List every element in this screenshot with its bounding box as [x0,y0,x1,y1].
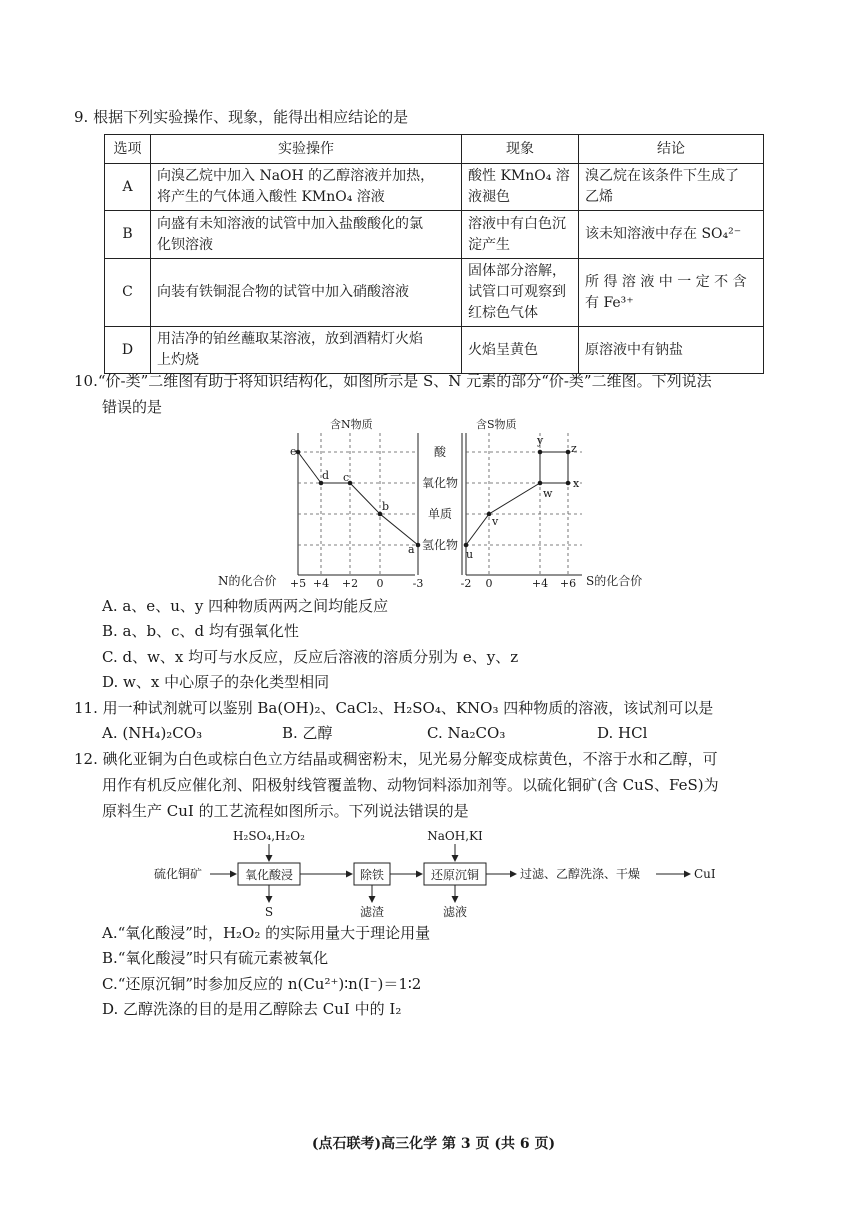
s-substances-title: 含S物质 [476,418,517,431]
q10-option-c: C. d、w、x 均可与水反应，反应后溶液的溶质分别为 e、y、z [102,648,519,666]
table-header-row [105,135,764,164]
box-y-z-w-x [540,452,568,483]
point-label-y: y [537,434,544,447]
s-tick: +6 [559,577,577,590]
row-option: B [105,211,151,259]
flow-reagent1: H₂SO₄,H₂O₂ [233,829,305,843]
row-conclusion: 该未知溶液中存在 SO₄²⁻ [579,211,764,259]
flow-out1: S [264,905,274,919]
flow-after: 过滤、乙醇洗涤、干燥 [520,867,641,881]
header-option: 选项 [105,135,151,164]
row-conclusion: 溴乙烷在该条件下生成了 乙烯 [579,164,764,211]
flow-step2: 除铁 [359,868,385,882]
table-row [105,259,764,327]
flow-reagent3: NaOH,KI [427,829,483,843]
row-conclusion: 所 得 溶 液 中 一 定 不 含 有 Fe³⁺ [579,259,764,327]
header-operation: 实验操作 [151,135,462,164]
category-oxide: 氧化物 [421,476,459,490]
flow-step3: 还原沉铜 [430,868,480,882]
s-tick: -2 [460,577,472,590]
q12-stem-line1: 12. 碘化亚铜为白色或棕白色立方结晶或稠密粉末，见光易分解变成棕黄色，不溶于水和乙醇，可 [74,750,718,768]
header-conclusion: 结论 [579,135,764,164]
valence-class-diagram [210,415,660,595]
page-footer: (点石联考)高三化学 第 3 页 (共 6 页) [311,1136,556,1152]
n-axis-label: N的化合价 [218,574,277,588]
q12-option-c: C.“还原沉铜”时参加反应的 n(Cu²⁺)∶n(I⁻)＝1∶2 [102,975,422,993]
q11-option-c: C. Na₂CO₃ [427,724,506,742]
row-phenomenon: 固体部分溶解， 试管口可观察到 红棕色气体 [462,259,579,327]
n-tick: -3 [412,577,424,590]
n-tick: +2 [341,577,359,590]
point-label-c: c [343,471,350,484]
category-element: 单质 [427,507,453,521]
point-label-u: u [466,548,474,561]
n-substances-title: 含N物质 [330,418,373,431]
table-row [105,211,764,259]
row-option: A [105,164,151,211]
q10-option-a: A. a、e、u、y 四种物质两两之间均能反应 [102,597,389,615]
point-label-e: e [290,445,297,458]
q12-stem-line2: 用作有机反应催化剂、阳极射线管覆盖物、动物饲料添加剂等。以硫化铜矿(含 CuS、FeS)为 [102,776,719,794]
point-label-v: v [492,515,499,528]
point-label-z: z [571,442,577,455]
flow-step1: 氧化酸浸 [244,868,294,882]
row-conclusion: 原溶液中有钠盐 [579,327,764,374]
q9-table [104,134,764,374]
process-flow-diagram [150,826,730,922]
row-operation: 用洁净的铂丝蘸取某溶液，放到酒精灯火焰 上灼烧 [151,327,462,374]
point-u [464,543,469,548]
category-acid: 酸 [433,445,447,459]
point-y [538,450,543,455]
q9-stem: 9. 根据下列实验操作、现象，能得出相应结论的是 [74,108,409,126]
point-label-b: b [382,500,390,513]
row-operation: 向溴乙烷中加入 NaOH 的乙醇溶液并加热， 将产生的气体通入酸性 KMnO₄ 溶液 [151,164,462,211]
q12-stem-line3: 原料生产 CuI 的工艺流程如图所示。下列说法错误的是 [102,802,469,820]
header-phenomenon: 现象 [462,135,579,164]
n-tick: 0 [376,577,384,590]
s-axis-label: S的化合价 [586,574,643,588]
point-label-a: a [408,543,415,556]
q12-option-b: B.“氧化酸浸”时只有硫元素被氧化 [102,949,329,967]
table-row [105,164,764,211]
point-label-x: x [573,477,580,490]
line-e-d [298,452,321,483]
s-tick: +4 [531,577,549,590]
point-label-w: w [543,487,553,500]
s-tick: 0 [485,577,493,590]
table-row [105,327,764,374]
q10-stem-line1: 10.“价-类”二维图有助于将知识结构化，如图所示是 S、N 元素的部分“价-类”二维图。下列说法 [74,372,712,390]
q11-option-d: D. HCl [597,724,648,742]
q12-option-d: D. 乙醇洗涤的目的是用乙醇除去 CuI 中的 I₂ [102,1000,402,1018]
point-a [416,543,421,548]
point-label-d: d [322,469,330,482]
point-z [566,450,571,455]
q11-option-a: A. (NH₄)₂CO₃ [102,724,203,742]
flow-product: CuI [694,867,716,881]
q11-stem: 11. 用一种试剂就可以鉴别 Ba(OH)₂、CaCl₂、H₂SO₄、KNO₃ 四种物质的溶液，该试剂可以是 [74,699,714,717]
row-phenomenon: 溶液中有白色沉 淀产生 [462,211,579,259]
row-phenomenon: 酸性 KMnO₄ 溶 液褪色 [462,164,579,211]
row-phenomenon: 火焰呈黄色 [462,327,579,374]
n-tick: +4 [312,577,330,590]
point-x [566,481,571,486]
n-tick: +5 [289,577,307,590]
q10-stem-line2: 错误的是 [102,398,163,416]
row-option: C [105,259,151,327]
flow-out3: 滤液 [442,905,468,919]
flow-start: 硫化铜矿 [154,867,203,881]
q12-option-a: A.“氧化酸浸”时，H₂O₂ 的实际用量大于理论用量 [102,924,431,942]
q10-option-d: D. w、x 中心原子的杂化类型相同 [102,673,330,691]
category-hydride: 氢化物 [421,538,459,552]
row-operation: 向装有铁铜混合物的试管中加入硝酸溶液 [151,259,462,327]
point-w [538,481,543,486]
row-option: D [105,327,151,374]
flow-out2: 滤渣 [359,905,385,919]
q10-option-b: B. a、b、c、d 均有强氧化性 [102,622,299,640]
row-operation: 向盛有未知溶液的试管中加入盐酸酸化的氯 化钡溶液 [151,211,462,259]
point-v [487,512,492,517]
q11-option-b: B. 乙醇 [282,724,333,742]
